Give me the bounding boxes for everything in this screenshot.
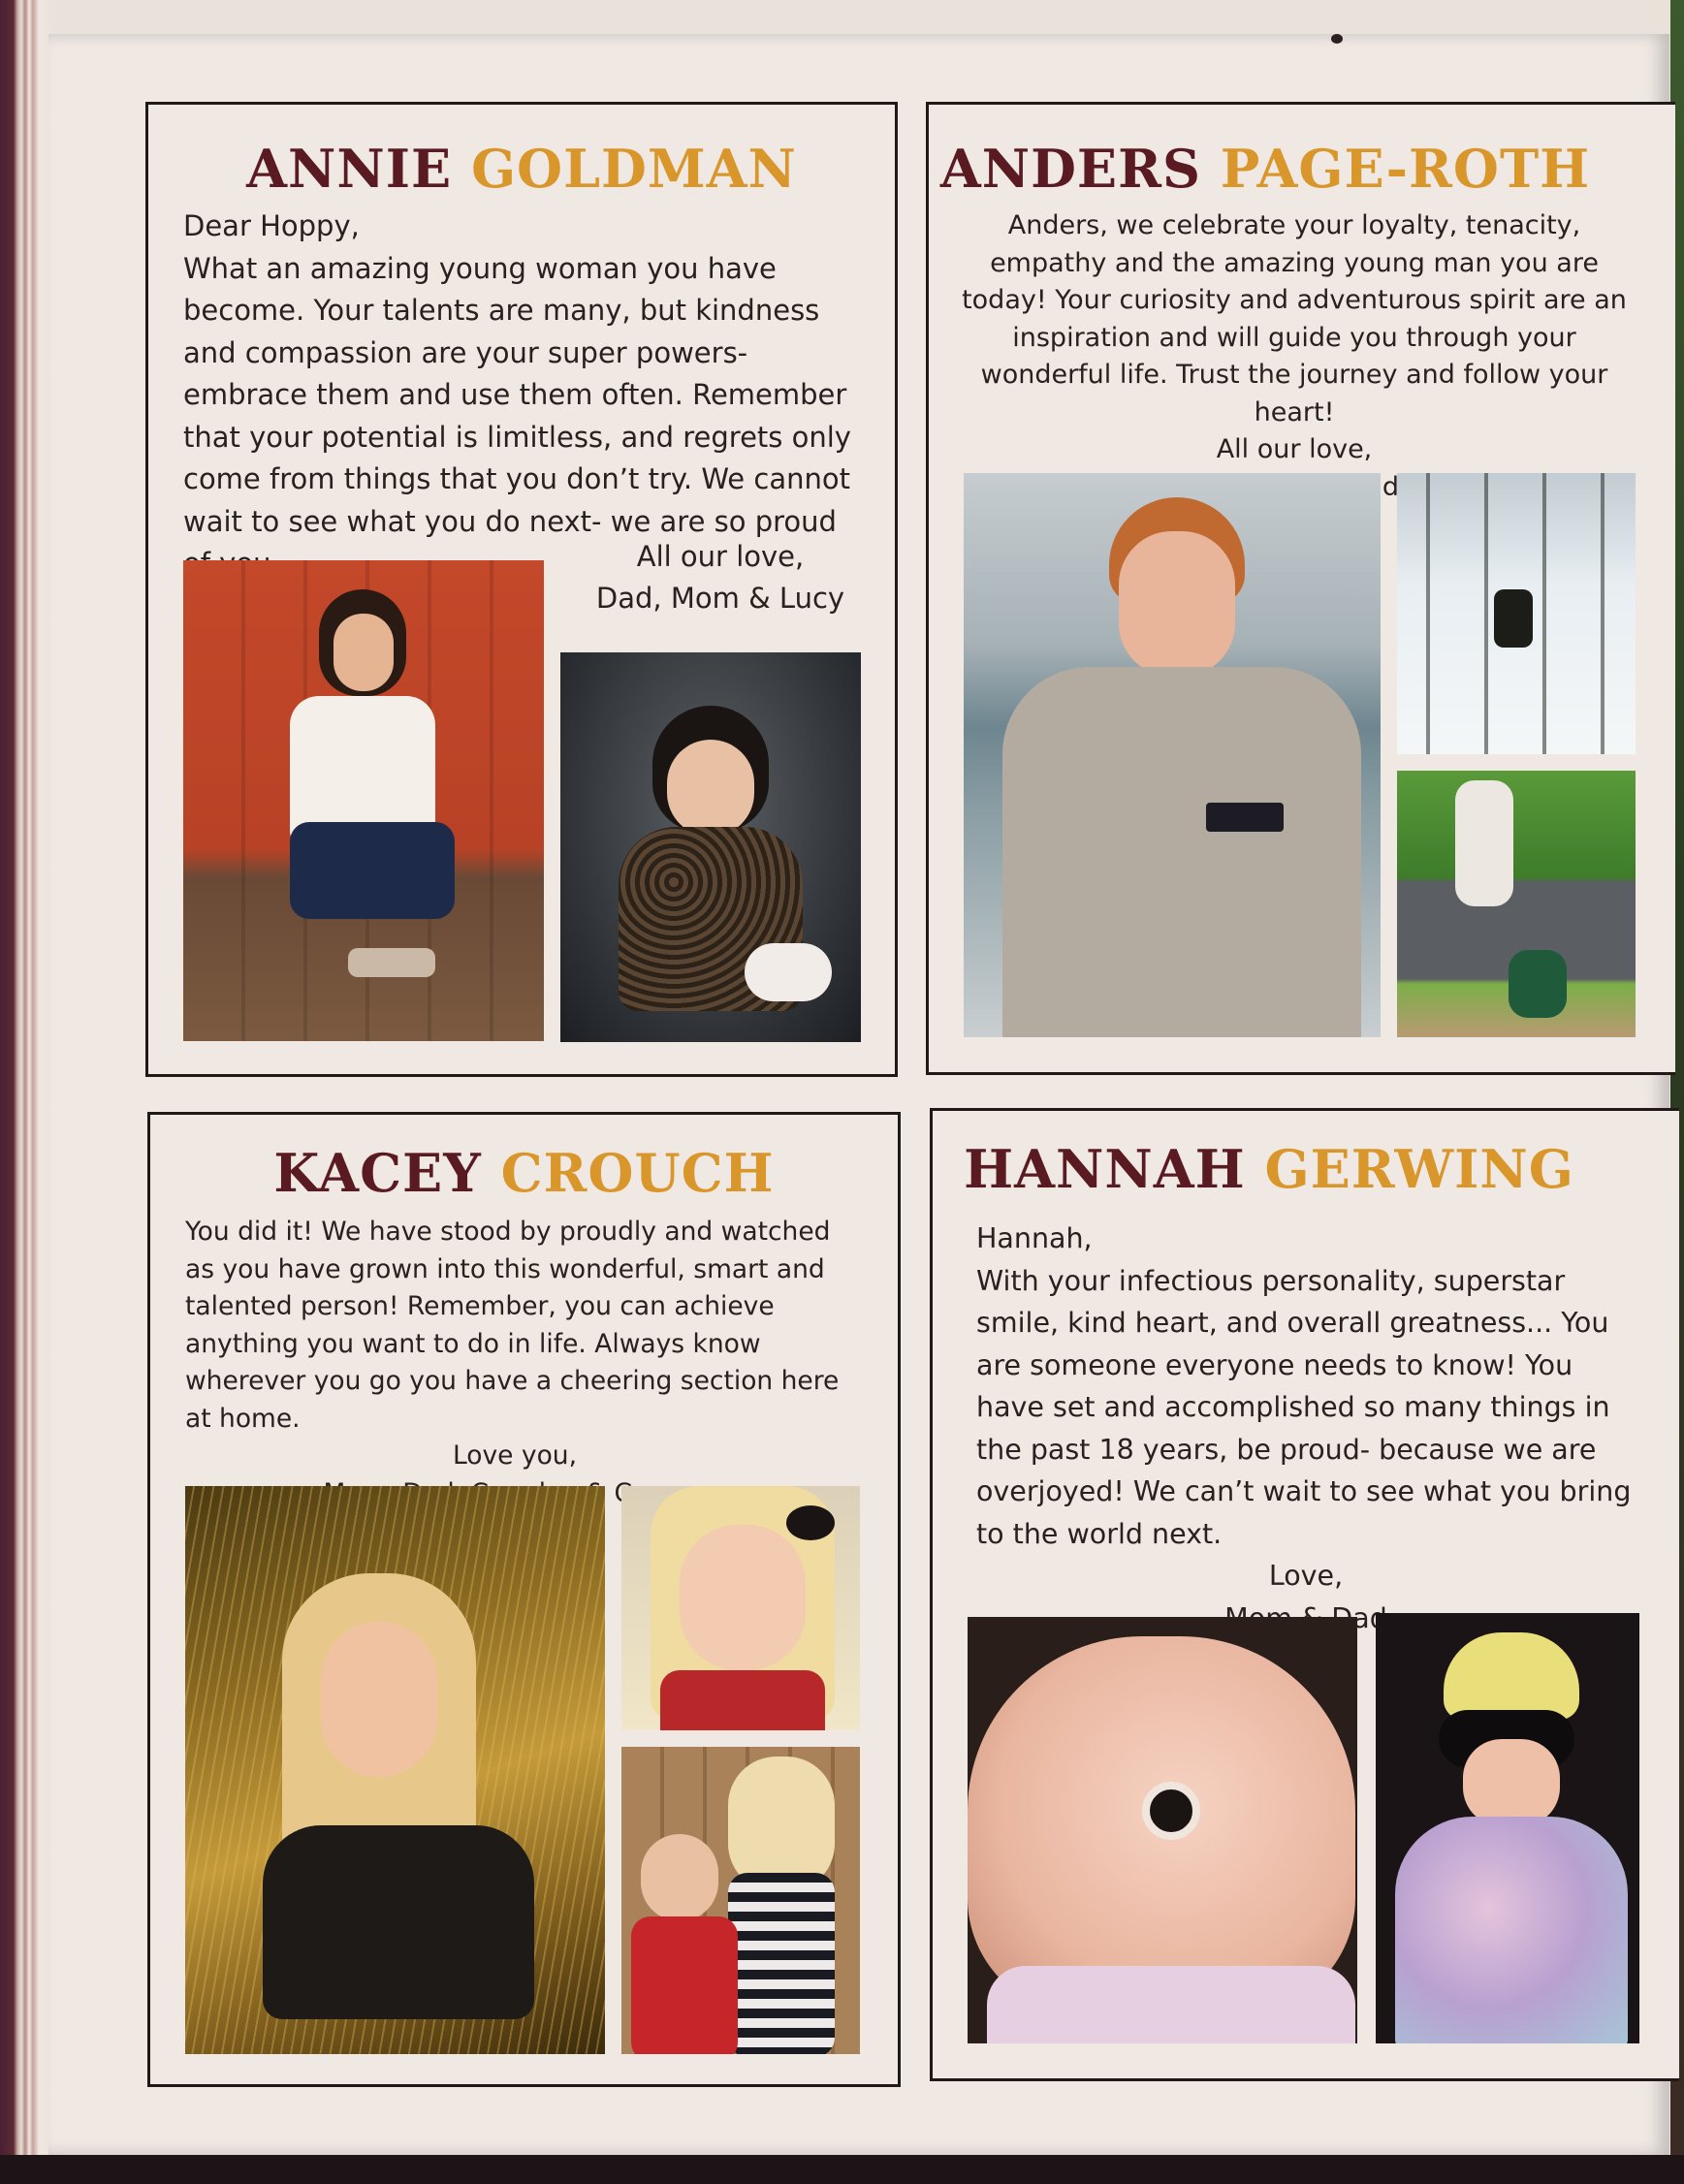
senior-name bbox=[929, 138, 1602, 200]
signature: Dad, Mom & Lucy bbox=[595, 582, 845, 615]
page-mark bbox=[1331, 34, 1343, 44]
senior-ad-hannah-gerwing bbox=[930, 1108, 1679, 2081]
closing: Love you, bbox=[452, 1440, 578, 1471]
message-body: With your infectious personality, superstar smile, kind heart, and overall greatness... You are someone everyone needs to know! You have set and accomplished so many things in the past 18 years, be proud- because we are overjoyed! We can’t wait to see what you bring to the world next. bbox=[976, 1264, 1632, 1550]
closing: All our love, bbox=[1216, 434, 1373, 464]
senior-portrait-photo bbox=[183, 560, 544, 1041]
first-name: ANDERS bbox=[939, 138, 1201, 200]
senior-ad-kacey-crouch bbox=[147, 1112, 901, 2087]
closing-block bbox=[575, 536, 866, 619]
childhood-photo bbox=[560, 652, 861, 1042]
baseball-photo bbox=[1397, 771, 1636, 1037]
costume-photo bbox=[1376, 1613, 1639, 2043]
first-name: KACEY bbox=[273, 1142, 482, 1204]
first-name: ANNIE bbox=[246, 138, 453, 200]
childhood-photo-kacey bbox=[621, 1486, 860, 1730]
last-name: CROUCH bbox=[500, 1142, 775, 1204]
message-body: Anders, we celebrate your loyalty, tenacity, empathy and the amazing young man you are today! Your curiosity and adventurous spirit are an inspiration and will guide you through your wonderful life. Trust the journey and follow your heart! bbox=[962, 210, 1627, 427]
greeting: Dear Hoppy, bbox=[183, 209, 360, 242]
senior-portrait-photo bbox=[185, 1486, 605, 2054]
baby-photo bbox=[968, 1617, 1357, 2043]
message bbox=[955, 207, 1634, 506]
signature: Dad bbox=[1331, 1601, 1387, 1634]
senior-name bbox=[933, 1138, 1605, 1200]
first-name: HANNAH bbox=[964, 1138, 1246, 1200]
message-body: You did it! We have stood by proudly and watched as you have grown into this wonderful, smart and talented person! Remember, you can achieve anything you want to do in life. Always know wherever you go you have a cheering section here at home. bbox=[185, 1217, 840, 1434]
siblings-photo bbox=[621, 1747, 860, 2054]
senior-name bbox=[150, 1142, 898, 1204]
message-body: What an amazing young woman you have become. Your talents are many, but kindness and compassion are your super powers- embrace them and use them often. Remember that your potential is limitless, and regrets only come from things that you don’t try. We cannot wait to see what you do next- we are so proud bbox=[183, 251, 851, 538]
bottom-shadow bbox=[0, 2155, 1684, 2184]
senior-ad-anders-page-roth bbox=[926, 102, 1675, 1075]
last-name: GERWING bbox=[1264, 1138, 1574, 1200]
senior-name bbox=[148, 138, 895, 200]
snowboarding-photo bbox=[1397, 473, 1636, 754]
last-name: GOLDMAN bbox=[470, 138, 797, 200]
message bbox=[183, 206, 862, 586]
senior-portrait-photo bbox=[964, 473, 1381, 1037]
closing: Love, bbox=[1268, 1560, 1344, 1592]
last-name: PAGE-ROTH bbox=[1220, 138, 1591, 200]
message bbox=[976, 1218, 1636, 1639]
senior-ad-annie-goldman bbox=[145, 102, 898, 1077]
greeting: Hannah, bbox=[976, 1222, 1093, 1254]
message bbox=[185, 1214, 844, 1512]
closing: All our love, bbox=[636, 540, 805, 573]
